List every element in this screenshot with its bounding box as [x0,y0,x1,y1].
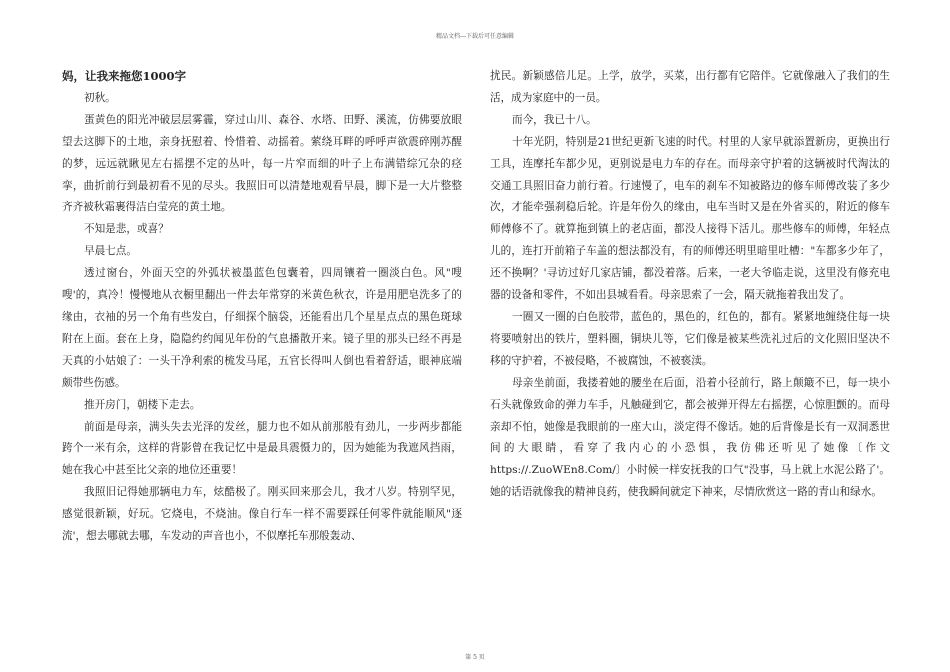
paragraph: 我照旧记得她那辆电力车，炫酷极了。刚买回来那会儿，我才八岁。特别罕见，感觉很新颖，好玩。它烧电，不烧油。像自行车一样不需要踩任何零件就能顺风"逐流'，想去哪就去哪，车发动的声音也小，不似摩托车那般轰动、 [62,486,462,543]
page-header: 精品文档---下载后可任意编辑 [435,33,515,40]
paragraph: 而今，我已十八。 [512,113,597,126]
paragraph: 不知是悲，或喜？ [84,223,169,236]
document-title: 妈，让我来拖您1000字 [62,69,187,83]
paragraph: 扰民。新颖感倍儿足。上学，放学，买菜，出行都有它陪伴。它就像融入了我们的生活，成为家庭中的一员。 [490,70,890,104]
paragraph: 蛋黄色的阳光冲破层层雾霾，穿过山川、森谷、水塔、田野、溪流，仿佛要放眼望去这脚下的土地，亲身抚慰着、怜惜着、动摇着。萦绕耳畔的呼呼声欲震碎刚苏醒的梦，远远就瞅见左右摇摆不定的丛叶，每一片窄而细的叶子上布满错综冗杂的痉挛，曲折前行到最初看不见的尽头。我照旧可以清楚地观看早晨，脚下是一大片整整齐齐被秋霜裹得洁白莹亮的黄土地。 [62,113,462,214]
paragraph: 十年光阴，特别是21世纪更新飞速的时代。村里的人家早就添置新房，更换出行工具，连摩托车都少见，更别说是电力车的存在。而母亲守护着的这辆被时代淘汰的交通工具照旧奋力前行着。行速慢了，电车的刹车不知被路边的修车师傅改装了多少次，才能牵强刹稳后轮。许是年份久的缘由，电车当时又是在外省买的，附近的修车师傅修不了。就算拖到镇上的老店面，都没人接得下活儿。那些修车的师傅，年轻点儿的，连打开前箱子车盖的想法都没有，有的师傅还明里暗里吐槽："车都多少年了，还不换啊？'寻访过好几家店铺，都没着落。后来，一老大爷临走说，这里没有修充电器的设备和零件，不如出县城看看。母亲思索了一会，隔天就拖着我出发了。 [490,135,890,302]
paragraph: 透过窗台，外面天空的外弧状被墨蓝色包囊着，四周镶着一圈淡白色。风"嗖嗖'的，真冷！慢慢地从衣橱里翻出一件去年常穿的米黄色秋衣，许是用肥皂洗多了的缘由，衣袖的另一个角有些发白，仔细探个脑袋，还能看出几个星星点点的黑色斑球附在上面。套在上身，隐隐约约闻见年份的气息播散开来。镜子里的那头已经不再是天真的小姑娘了：一头干净利索的梳发马尾，五官长得叫人倒也看着舒适，眼神底端颇带些伤感。 [62,267,462,389]
paragraph: 母亲坐前面，我搂着她的腰坐在后面，沿着小径前行，路上颠簸不已，每一块小石头就像致命的弹力车手，凡触碰到它，都会被弹开得左右摇摆，心惊胆颤的。而母亲却不怕，她像是我眼前的一座大山，淡定得不像话。她的后背像是长有一双洞悉世间的大眼睛，看穿了我内心的小恐惧，我仿佛还听见了她像〔作文https://.ZuoWEn8.Com/〕小时候一样安抚我的口气"没事，马上就上水泥公路了'。她的话语就像我的精神良药，使我瞬间就定下神来，尽情欣赏这一路的青山和绿水。 [490,376,890,499]
left-body [62,88,462,548]
paragraph: 推开房门，朝楼下走去。 [84,398,201,411]
right-body [490,66,890,504]
paragraph: 一圈又一圈的白色胶带，蓝色的，黑色的，红色的，都有。紧紧地缠绕住每一块将要喷射出的铁片，塑料圈，铜块儿等，它们像是被某些洗礼过后的文化照旧坚决不移的守护着，不被侵略，不被腐蚀，不被亵渎。 [490,310,890,367]
paragraph: 前面是母亲，满头失去光泽的发丝，腿力也不如从前那般有劲儿，一步两步都能跨个一米有余，这样的背影曾在我记忆中是最具震慑力的，因为她能为我遮风挡雨，她在我心中甚至比父亲的地位还重要！ [62,420,462,477]
paragraph: 初秋。 [84,91,116,104]
right-column [490,66,890,504]
page-number: 第 5 页 [465,654,485,661]
paragraph: 早晨七点。 [84,245,137,258]
left-column [62,66,462,548]
